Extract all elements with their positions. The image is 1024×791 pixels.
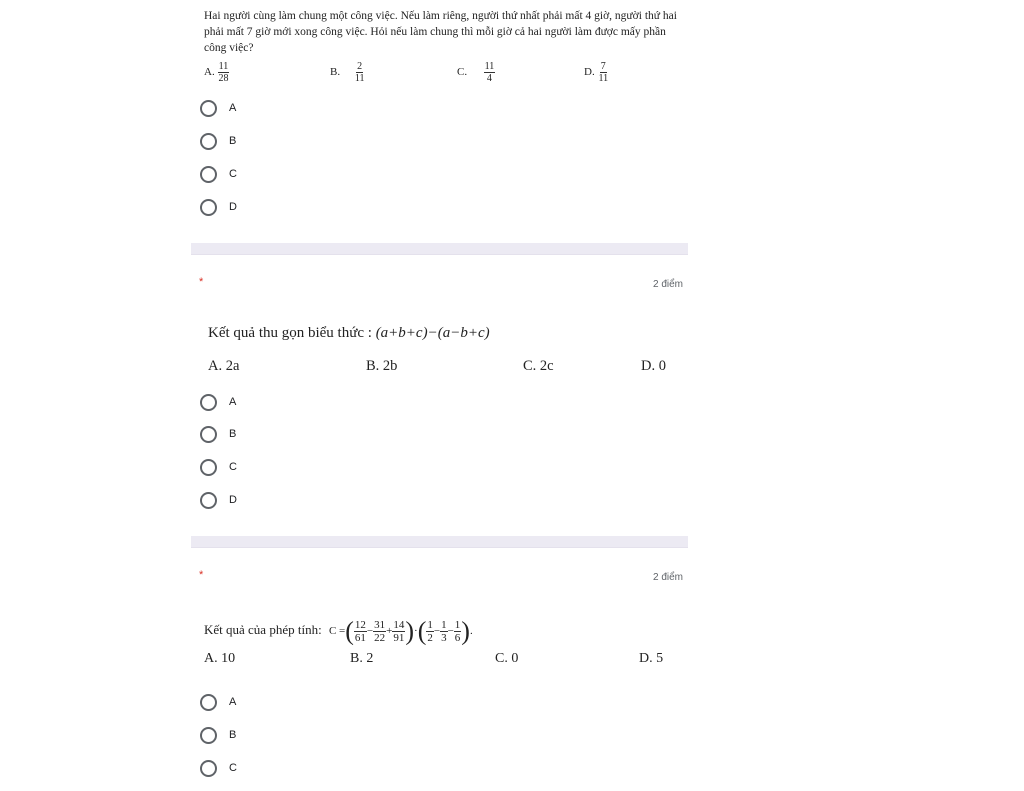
section-divider [191,243,688,255]
radio-button[interactable] [200,199,217,216]
q1-option-c-fraction: $\frac{11}{4}$ [484,61,495,84]
q1-option-b-fraction: $\frac{2}{11}$ [354,61,365,84]
q3-choice-c[interactable]: C [200,758,237,778]
q3-option-c: C. 0 [495,651,519,666]
q1-choice-b[interactable]: B [200,131,236,151]
q2-option-a: A. 2a [208,358,240,374]
q3-option-b: B. 2 [350,651,374,666]
radio-button[interactable] [200,133,217,150]
q3-choice-b[interactable]: B [200,725,236,745]
q1-option-d: D. $\frac{7}{11}$ [584,61,609,84]
q2-choice-d[interactable]: D [200,490,237,510]
q3-choice-a[interactable]: A [200,692,236,712]
required-asterisk: * [199,569,204,581]
q2-question-text: Kết quả thu gọn biểu thức : [208,325,372,341]
q2-option-b: B. 2b [366,358,398,374]
q2-choice-b[interactable]: B [200,424,236,444]
q1-question-text: Hai người cùng làm chung một công việc. Nếu làm riêng, người thứ nhất phải mất 4 giờ, người thứ hai phải mất 7 giờ mới xong công việc. Hỏi nếu làm chung thì mỗi giờ cả hai người làm được mấy phần công việc? [204,10,677,54]
q3-question-text: Kết quả của phép tính: [204,622,322,638]
q1-option-d-fraction: $\frac{7}{11}$ [598,61,609,84]
q3-expression: C =( $\frac{12}{61}$ − $\frac{31}{22}$ + $\frac{14}{91}$ )·( $\frac{1}{2}$ − $\frac{1}{3}$ − $\frac{1}{6}$ ). [328,616,473,646]
q1-option-c: C. $\frac{11}{4}$ [457,61,495,84]
q2-option-d: D. 0 [641,358,666,374]
q1-option-a-fraction: $\frac{11}{28}$ [218,61,229,84]
q2-choice-c[interactable]: C [200,457,237,477]
required-asterisk: * [199,276,204,288]
radio-button[interactable] [200,426,217,443]
radio-button[interactable] [200,492,217,509]
q3-option-d: D. 5 [639,651,664,666]
radio-button[interactable] [200,694,217,711]
radio-button[interactable] [200,100,217,117]
radio-button[interactable] [200,394,217,411]
radio-button[interactable] [200,459,217,476]
q3-option-a: A. 10 [204,651,236,666]
q1-choice-d[interactable]: D [200,197,237,217]
radio-button[interactable] [200,166,217,183]
q1-choice-c[interactable]: C [200,164,237,184]
q1-option-b: B. $\frac{2}{11}$ [330,61,365,84]
q1-choice-a[interactable]: A [200,98,236,118]
q2-points: 2 điểm [652,279,683,290]
q2-option-c: C. 2c [523,358,554,374]
section-divider [191,536,688,548]
q2-choice-a[interactable]: A [200,392,236,412]
radio-button[interactable] [200,727,217,744]
q3-points: 2 điểm [652,572,683,583]
q2-question [208,325,490,342]
q1-option-a: A. $\frac{11}{28}$ [204,61,229,84]
q3-question [204,616,473,646]
q2-expression: (a+b+c)−(a−b+c) [375,325,490,341]
radio-button[interactable] [200,760,217,777]
